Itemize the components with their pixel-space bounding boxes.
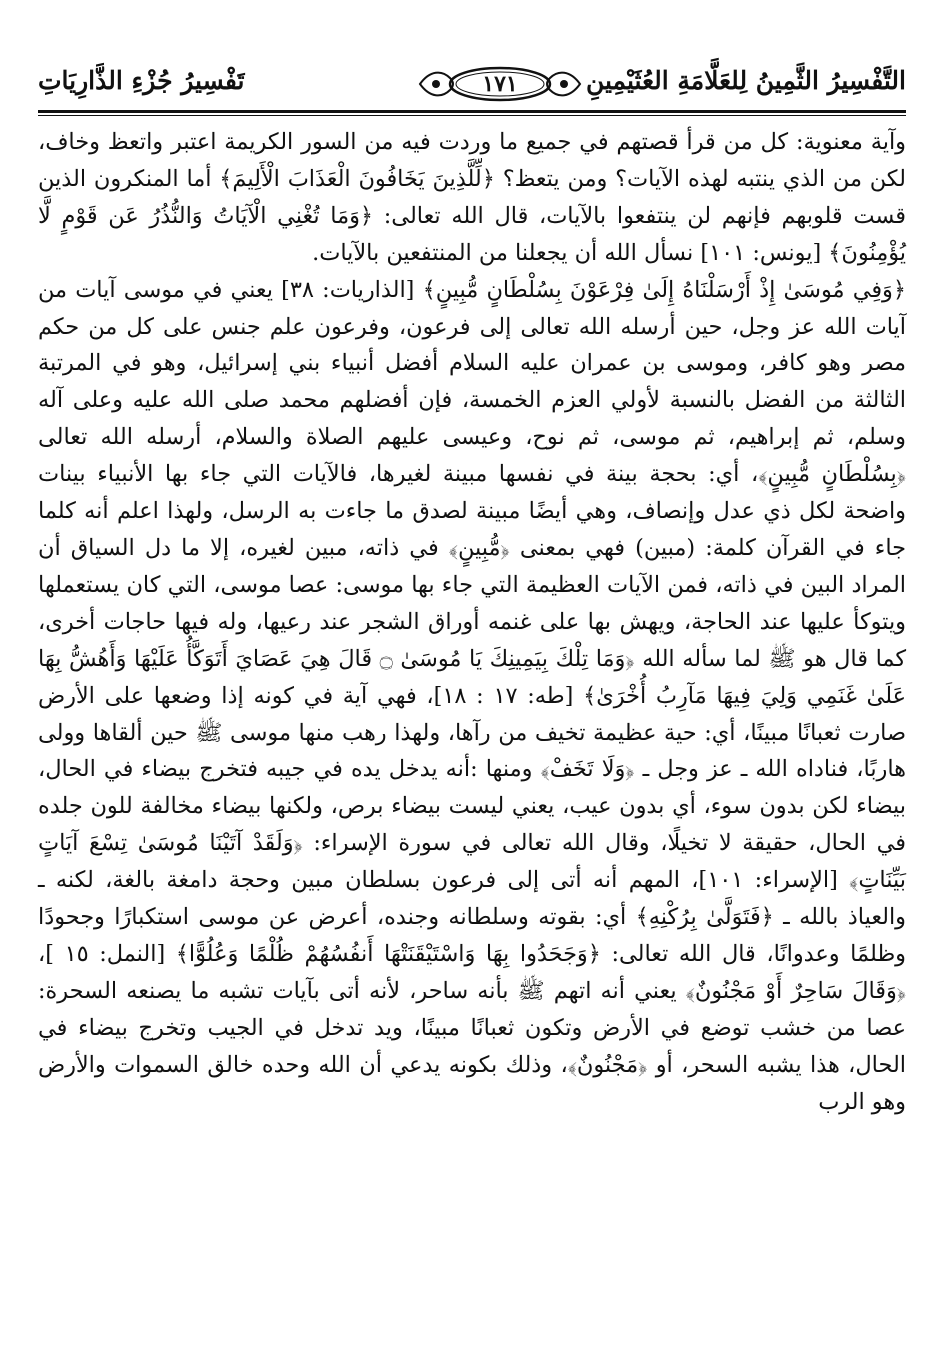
paragraph-intro: وآية معنوية: كل من قرأ قصتهم في جميع ما وردت فيه من السور الكريمة اعتبر واتعظ وخاف، لكن من الذي ينتبه لهذه الآيات؟ ومن يتعظ؟ ﴿لِّلَّذِينَ يَخَافُونَ الْعَذَابَ الْأَلِيمَ﴾ أما المنكرون الذين قست قلوبهم فإنهم لن ينتفعوا بالآيات، قال الله تعالى: ﴿وَمَا تُغْنِي الْآيَاتُ وَالنُّذُرُ عَن قَوْمٍ لَّا يُؤْمِنُونَ﴾ [يونس: ١٠١] نسأل الله أن يجعلنا من المنتفعين بالآيات. bbox=[38, 129, 906, 266]
body-text bbox=[38, 124, 906, 1120]
section-title: تَفْسِيرُ جُزْءِ الذَّارِيَاتِ bbox=[38, 66, 245, 95]
page-header bbox=[38, 58, 906, 116]
header-rule-thin bbox=[38, 115, 906, 116]
header-rule bbox=[38, 110, 906, 113]
page-number-ornament bbox=[416, 64, 584, 104]
paragraph-musa: ﴿وَفِي مُوسَىٰ إِذْ أَرْسَلْنَاهُ إِلَىٰ فِرْعَوْنَ بِسُلْطَانٍ مُّبِينٍ﴾ [الذاريات: ٣٨] يعني في موسى آيات من آيات الله عز وجل، حين أرسله الله تعالى إلى فرعون، وفرعون علم جنس على كل من حكم مصر وهو كافر، وموسى بن عمران عليه السلام أفضل أنبياء بني إسرائيل، وهو في المرتبة الثالثة من الفضل بالنسبة لأولي العزم الخمسة، فإن أفضلهم محمد صلى الله عليه وعلى آله وسلم، ثم إبراهيم، ثم موسى، ثم نوح، وعيسى عليهم الصلاة والسلام، أرسله الله تعالى ﴿بِسُلْطَانٍ مُّبِينٍ﴾، أي: بحجة بينة في نفسها مبينة لغيرها، فالآيات التي جاء بها الأنبياء بينات واضحة لكل ذي عدل وإنصاف، وهي أيضًا مبينة لصدق ما جاءت به الرسل، ولهذا اعلم أنه كلما جاء في القرآن كلمة: (مبين) فهي بمعنى ﴿مُّبِينٍ﴾ في ذاته، مبين لغيره، إلا ما دل السياق أن المراد البين في ذاته، فمن الآيات العظيمة التي جاء بها موسى: عصا موسى، التي كان يستعملها ويتوكأ عليها عند الحاجة، ويهش بها على غنمه أوراق الشجر عند رعيها، وله فيها حاجات أخرى، كما قال هو ﷺ لما سأله الله ﴿وَمَا تِلْكَ بِيَمِينِكَ يَا مُوسَىٰ ۝ قَالَ هِيَ عَصَايَ أَتَوَكَّأُ عَلَيْهَا وَأَهُشُّ بِهَا عَلَىٰ غَنَمِي وَلِيَ فِيهَا مَآرِبُ أُخْرَىٰ﴾ [طه: ١٧ : ١٨]، فهي آية في كونه إذا وضعها على الأرض صارت ثعبانًا مبينًا، أي: حية عظيمة تخيف من رآها، ولهذا رهب منها موسى ﷺ حين ألقاها وولى هاربًا، فناداه الله ـ عز وجل ـ ﴿وَلَا تَخَفْ﴾ ومنها :أنه يدخل يده في جيبه فتخرج بيضاء في الحال، بيضاء لكن بدون سوء، أي بدون عيب، يعني ليست بيضاء برص، ولكنها بيضاء مخالفة للون جلده في الحال، حقيقة لا تخيلًا، وقال الله تعالى في سورة الإسراء: ﴿وَلَقَدْ آتَيْنَا مُوسَىٰ تِسْعَ آيَاتٍ بَيِّنَاتٍ﴾ [الإسراء: ١٠١]، المهم أنه أتى إلى فرعون بسلطان مبين وحجة دامغة بالغة، لكنه ـ والعياذ بالله ـ ﴿فَتَوَلَّىٰ بِرُكْنِهِ﴾ أي: بقوته وسلطانه وجنده، أعرض عن موسى استكبارًا وجحودًا وظلمًا وعدوانًا، قال الله تعالى: ﴿وَجَحَدُوا بِهَا وَاسْتَيْقَنَتْهَا أَنفُسُهُمْ ظُلْمًا وَعُلُوًّا﴾ [النمل: ١٥ ]، ﴿وَقَالَ سَاحِرٌ أَوْ مَجْنُونٌ﴾ يعني أنه اتهم ﷺ بأنه ساحر، لأنه أتى بآيات تشبه ما يصنعه السحرة: عصا من خشب توضع في الأرض وتكون ثعبانًا مبينًا، ويد تدخل في الجيب وتخرج بيضاء في الحال، هذا يشبه السحر، أو ﴿مَجْنُونٌ﴾، وذلك بكونه يدعي أن الله وحده خالق السموات والأرض وهو الرب bbox=[38, 276, 906, 1115]
page-number: ١٧١ bbox=[482, 71, 518, 97]
running-title: التَّفْسِيرُ الثَّمِينُ لِلعَلَّامَةِ العُثَيْمِينِ bbox=[585, 66, 906, 95]
